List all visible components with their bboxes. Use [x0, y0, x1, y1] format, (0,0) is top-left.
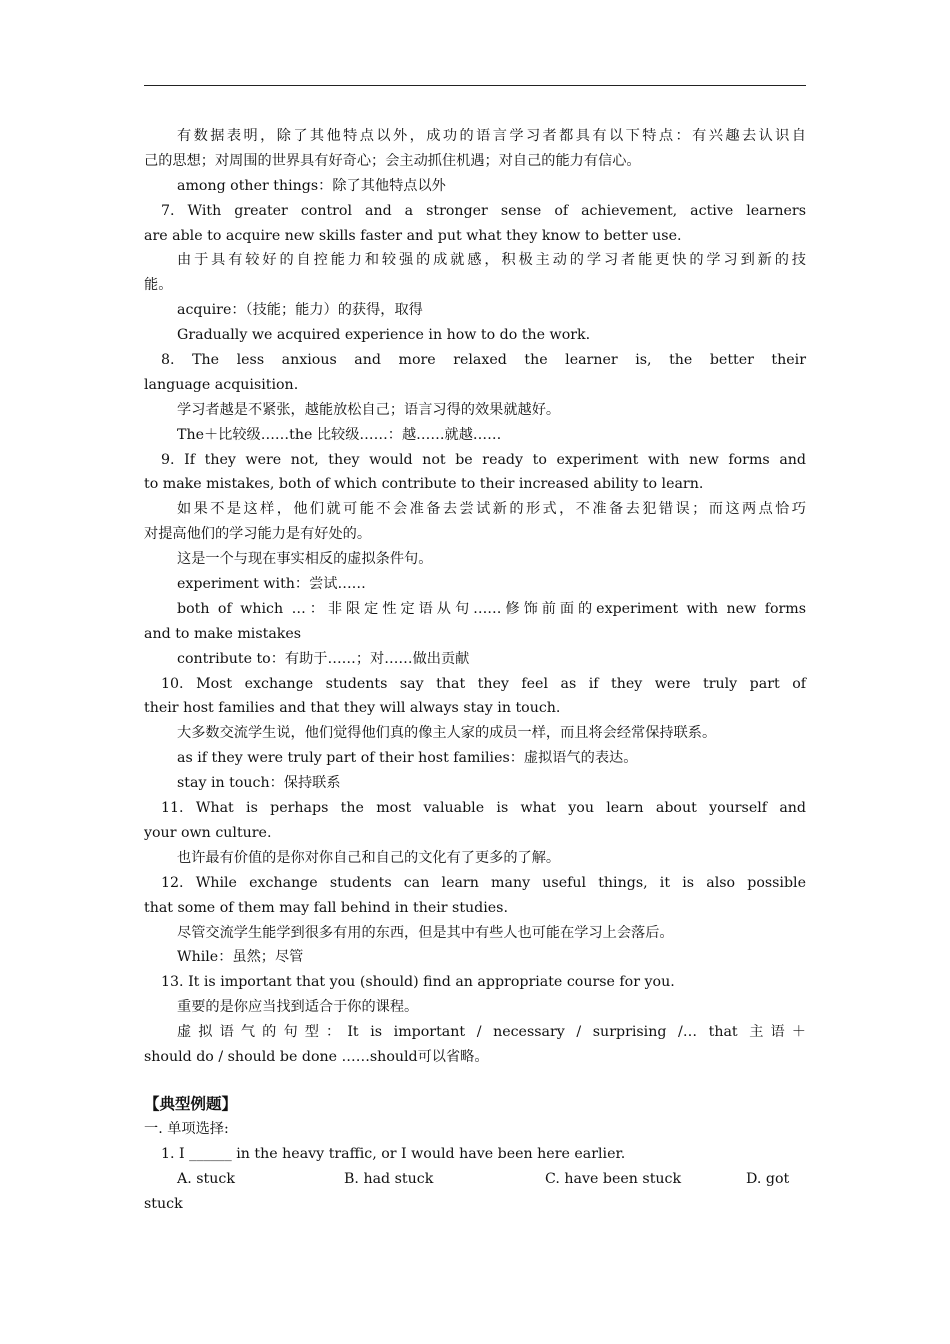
option-continuation: stuck	[144, 1195, 183, 1212]
option-a: A. stuck	[177, 1170, 235, 1187]
text-line: 己的思想；对周围的世界具有好奇心；会主动抓住机遇；对自己的能力有信心。	[144, 152, 641, 169]
section-gap	[144, 1070, 806, 1091]
text-line: 虚拟语气的句型：It is important / necessary / surprising /… that 主语＋	[177, 1024, 806, 1041]
text-line: 有数据表明，除了其他特点以外，成功的语言学习者都具有以下特点：有兴趣去认识自	[177, 128, 806, 144]
text-line: stay in touch：保持联系	[177, 775, 341, 792]
text-line: contribute to：有助于……；对……做出贡献	[177, 650, 470, 667]
text-line: 也许最有价值的是你对你自己和自己的文化有了更多的了解。	[177, 849, 561, 866]
question-text: 1. I ______ in the heavy traffic, or I would have been here earlier.	[161, 1145, 626, 1162]
text-line: 7. With greater control and a stronger sense of achievement, active learners	[161, 202, 806, 219]
option-b: B. had stuck	[344, 1170, 434, 1187]
text-line: 重要的是你应当找到适合于你的课程。	[177, 999, 419, 1016]
text-line: 11. What is perhaps the most valuable is what you learn about yourself and	[161, 800, 806, 817]
text-line: 能。	[144, 277, 173, 294]
text-line: Gradually we acquired experience in how to do the work.	[177, 327, 591, 344]
text-line: 尽管交流学生能学到很多有用的东西，但是其中有些人也可能在学习上会落后。	[177, 924, 674, 941]
text-line: 学习者越是不紧张，越能放松自己；语言习得的效果就越好。	[177, 401, 561, 418]
section-subheading: 一. 单项选择:	[144, 1120, 229, 1137]
text-line: 9. If they were not, they would not be ready to experiment with new forms and	[161, 451, 806, 468]
text-line: 对提高他们的学习能力是有好处的。	[144, 526, 372, 543]
option-d: D. got	[746, 1170, 790, 1187]
text-line: While：虽然；尽管	[177, 949, 304, 966]
text-line: 大多数交流学生说，他们觉得他们真的像主人家的成员一样，而且将会经常保持联系。	[177, 725, 717, 742]
text-line: to make mistakes, both of which contribute to their increased ability to learn.	[144, 476, 704, 493]
text-line: that some of them may fall behind in their studies.	[144, 899, 508, 916]
text-line: should do / should be done ……should可以省略。	[144, 1048, 489, 1065]
text-line: language acquisition.	[144, 376, 299, 393]
text-line: their host families and that they will always stay in touch.	[144, 700, 561, 717]
text-line: experiment with：尝试……	[177, 576, 366, 593]
text-line: and to make mistakes	[144, 625, 302, 642]
text-line: 10. Most exchange students say that they feel as if they were truly part of	[161, 675, 806, 692]
section-heading: 【典型例题】	[144, 1093, 238, 1113]
text-line: 13. It is important that you (should) find an appropriate course for you.	[161, 974, 675, 991]
text-line: 这是一个与现在事实相反的虚拟条件句。	[177, 551, 433, 568]
header-rule	[144, 85, 806, 86]
text-line: 8. The less anxious and more relaxed the learner is, the better their	[161, 352, 806, 369]
text-line: your own culture.	[144, 824, 272, 841]
text-line: 12. While exchange students can learn many useful things, it is also possible	[161, 874, 806, 891]
option-c: C. have been stuck	[545, 1170, 682, 1187]
text-line: are able to acquire new skills faster and put what they know to better use.	[144, 227, 682, 244]
text-line: 如果不是这样，他们就可能不会准备去尝试新的形式，不准备去犯错误；而这两点恰巧	[177, 501, 806, 518]
text-line: acquire：（技能；能力）的获得，取得	[177, 302, 423, 319]
text-line: The＋比较级……the 比较级……：越……就越……	[177, 426, 502, 443]
answer-options	[144, 1167, 806, 1192]
text-line: among other things：除了其他特点以外	[177, 177, 446, 194]
text-line: 由于具有较好的自控能力和较强的成就感，积极主动的学习者能更快的学习到新的技	[177, 252, 806, 269]
document-body	[144, 124, 806, 1216]
text-line: both of which …：非限定性定语从句……修饰前面的experiment with new forms	[177, 600, 806, 617]
text-line: as if they were truly part of their host families：虚拟语气的表达。	[177, 750, 638, 767]
